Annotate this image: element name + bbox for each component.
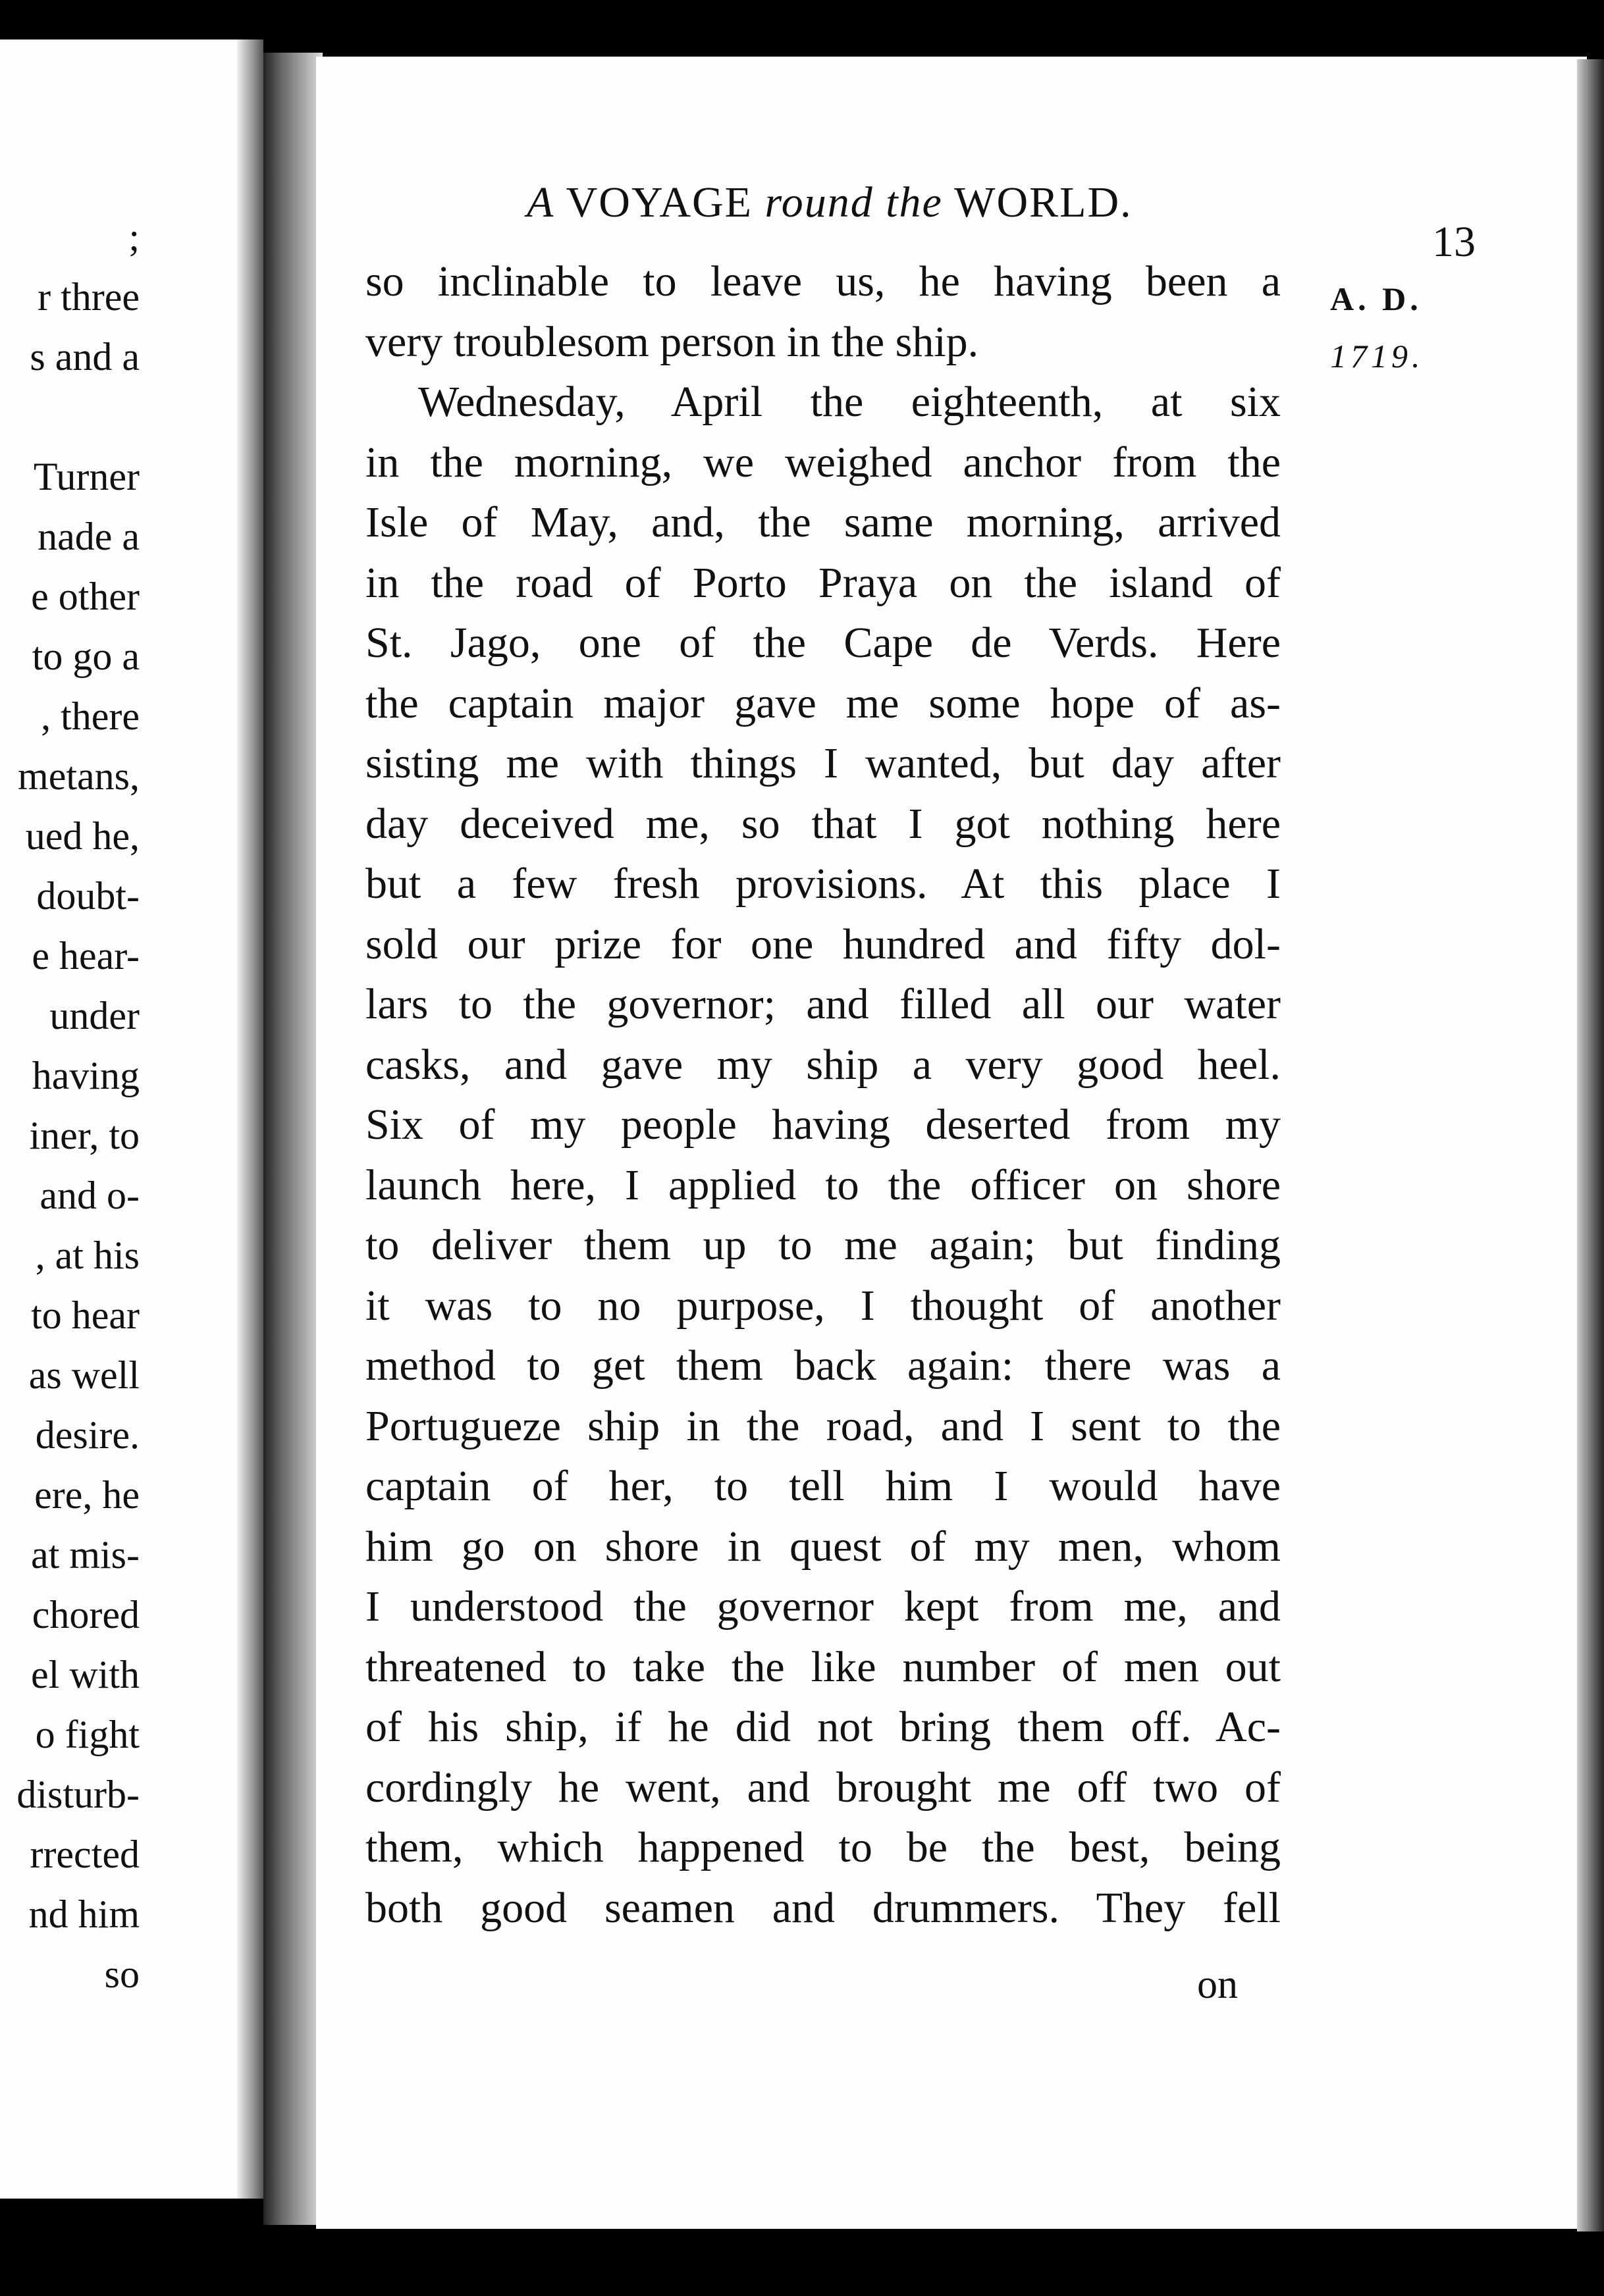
body-line: I understood the governor kept from me, and <box>365 1582 1281 1631</box>
body-line: St. Jago, one of the Cape de Verds. Here <box>365 619 1281 667</box>
body-line: but a few fresh provisions. At this place I <box>365 860 1281 908</box>
right-page-edge-shadow <box>1577 59 1604 2231</box>
left-page-line: o fight <box>35 1713 140 1756</box>
body-line: launch here, I applied to the officer on shore <box>365 1161 1281 1209</box>
body-line: in the road of Porto Praya on the island of <box>365 558 1281 607</box>
body-line: it was to no purpose, I thought of another <box>365 1281 1281 1330</box>
left-page-line: ; <box>128 215 140 259</box>
left-page-line: desire. <box>35 1413 140 1457</box>
left-page-line: rrected <box>30 1833 140 1876</box>
left-page-line: iner, to <box>29 1114 140 1157</box>
running-head-a: A <box>527 178 555 226</box>
page-number: 13 <box>1432 218 1476 266</box>
left-page-line: as well <box>28 1353 140 1397</box>
left-page-line: chored <box>32 1593 140 1636</box>
body-line: day deceived me, so that I got nothing here <box>365 799 1281 848</box>
running-head <box>527 178 1133 228</box>
body-line: to deliver them up to me again; but finding <box>365 1221 1281 1269</box>
body-line: Isle of May, and, the same morning, arrived <box>365 498 1281 546</box>
left-page-line: at mis- <box>31 1533 140 1577</box>
body-line: of his ship, if he did not bring them off. Ac- <box>365 1703 1281 1751</box>
left-page-line: nd him <box>28 1892 140 1936</box>
body-line: cordingly he went, and brought me off two of <box>365 1763 1281 1812</box>
left-page-line: to hear <box>31 1293 140 1337</box>
running-head-world: WORLD. <box>954 178 1133 226</box>
side-note-ad: A. D. <box>1330 280 1422 317</box>
left-page-line: and o- <box>40 1174 140 1217</box>
running-head-round-the: round the <box>764 178 943 226</box>
left-page-line: to go a <box>32 635 140 678</box>
side-note-year: 1719. <box>1330 338 1424 375</box>
book-spine <box>263 53 323 2225</box>
left-page-line: , there <box>41 694 140 738</box>
body-line: sisting me with things I wanted, but day after <box>365 739 1281 787</box>
body-line: them, which happened to be the best, being <box>365 1823 1281 1871</box>
body-line: Portugueze ship in the road, and I sent to the <box>365 1401 1281 1450</box>
body-line: sold our prize for one hundred and fifty dol- <box>365 920 1281 968</box>
body-line: casks, and gave my ship a very good heel. <box>365 1040 1281 1089</box>
left-page-line: nade a <box>38 515 140 558</box>
body-line: him go on shore in quest of my men, whom <box>365 1522 1281 1571</box>
body-line: captain of her, to tell him I would have <box>365 1462 1281 1510</box>
body-line: the captain major gave me some hope of as- <box>365 679 1281 727</box>
left-page-line: r three <box>38 275 140 319</box>
left-page-line: having <box>32 1054 140 1097</box>
body-line: method to get them back again: there was a <box>365 1342 1281 1390</box>
left-page-line: Turner <box>33 455 140 498</box>
body-line: both good seamen and drummers. They fell <box>365 1883 1281 1932</box>
left-page-line: , at his <box>35 1234 140 1277</box>
left-page-line: ere, he <box>34 1473 140 1517</box>
body-line: in the morning, we weighed anchor from the <box>365 438 1281 486</box>
body-line: lars to the governor; and filled all our water <box>365 980 1281 1028</box>
left-page-gutter-shadow <box>237 39 263 2199</box>
body-line: threatened to take the like number of men out <box>365 1642 1281 1691</box>
body-line: so inclinable to leave us, he having been a <box>365 257 1281 305</box>
body-text <box>365 251 1281 1938</box>
running-head-voyage: VOYAGE <box>566 178 753 226</box>
left-page-line: metans, <box>18 754 140 798</box>
left-page-line: s and a <box>30 335 140 378</box>
left-page-line: so <box>104 1952 140 1996</box>
left-page-line: e hear- <box>32 934 140 978</box>
body-line: very troublesom person in the ship. <box>365 317 979 366</box>
left-page-line: ued he, <box>25 814 140 858</box>
left-page-line: doubt- <box>36 874 140 918</box>
catchword: on <box>1197 1962 1238 2007</box>
left-page-line: e other <box>31 575 140 618</box>
body-line: Six of my people having deserted from my <box>365 1101 1281 1149</box>
left-page-line: el with <box>31 1653 140 1696</box>
left-page-line: disturb- <box>16 1773 140 1816</box>
left-page-line: under <box>49 994 140 1037</box>
body-line: Wednesday, April the eighteenth, at six <box>418 378 1281 426</box>
